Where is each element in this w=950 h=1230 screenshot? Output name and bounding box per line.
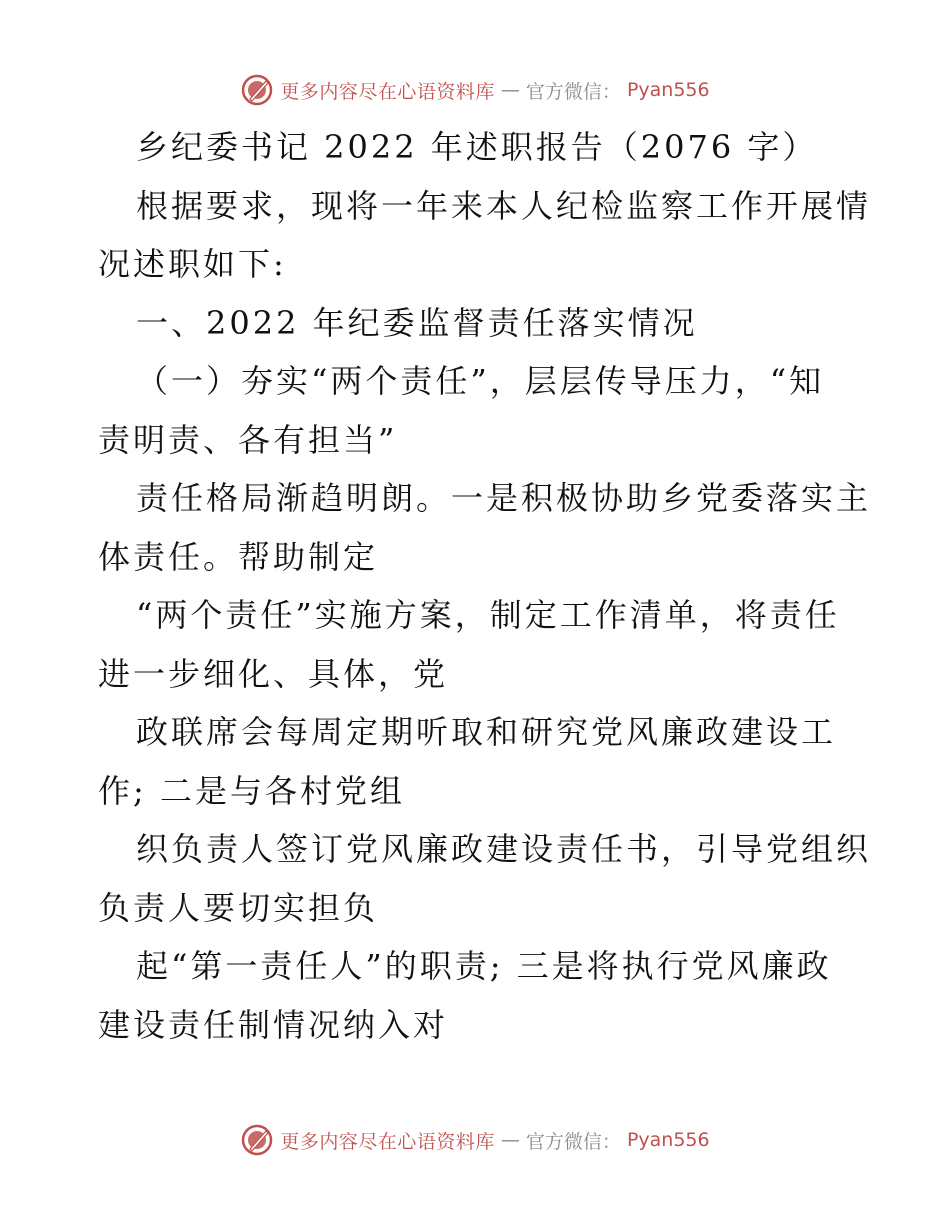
watermark-site-text: 更多内容尽在心语资料库: [280, 80, 495, 103]
watermark-separator: —: [500, 1129, 520, 1151]
quill-pen-logo-icon: [240, 73, 274, 107]
watermark-contact-label: 官方微信：: [525, 80, 621, 103]
watermark-footer: [0, 1120, 950, 1160]
subsection-heading: （一）夯实“两个责任”，层层传导压力，“知: [136, 362, 825, 400]
paragraph-line: “两个责任”实施方案，制定工作清单，将责任: [136, 596, 840, 634]
watermark-separator: —: [500, 79, 520, 101]
document-body: [98, 118, 872, 1054]
paragraph-line: 责明责、各有担当”: [98, 420, 398, 459]
watermark-header: [0, 70, 950, 110]
paragraph-line: 责任格局渐趋明朗。一是积极协助乡党委落实主: [136, 479, 872, 517]
watermark-contact-id: Pyan556: [626, 1129, 710, 1151]
paragraph-line: 作; 二是与各村党组: [98, 771, 405, 810]
watermark-contact-id: Pyan556: [626, 79, 710, 101]
paragraph-line: 政联席会每周定期听取和研究党风廉政建设工: [136, 713, 837, 751]
section-heading: 一、2022 年纪委监督责任落实情况: [136, 303, 698, 342]
watermark-site-text: 更多内容尽在心语资料库: [280, 1130, 495, 1153]
paragraph-line: 进一步细化、具体，党: [98, 654, 449, 693]
paragraph-line: 起“第一责任人”的职责; 三是将执行党风廉政: [136, 947, 832, 985]
paragraph-line: 况述职如下:: [98, 245, 287, 283]
watermark-contact-label: 官方微信：: [525, 1130, 621, 1153]
paragraph-line: 根据要求，现将一年来本人纪检监察工作开展情: [136, 186, 872, 225]
document-title: 乡纪委书记 2022 年述职报告（2076 字）: [136, 128, 818, 166]
paragraph-line: 织负责人签订党风廉政建设责任书，引导党组织: [136, 830, 872, 868]
paragraph-line: 建设责任制情况纳入对: [98, 1005, 449, 1044]
quill-pen-logo-icon: [240, 1123, 274, 1157]
paragraph-line: 体责任。帮助制定: [98, 537, 379, 576]
paragraph-line: 负责人要切实担负: [98, 888, 379, 927]
